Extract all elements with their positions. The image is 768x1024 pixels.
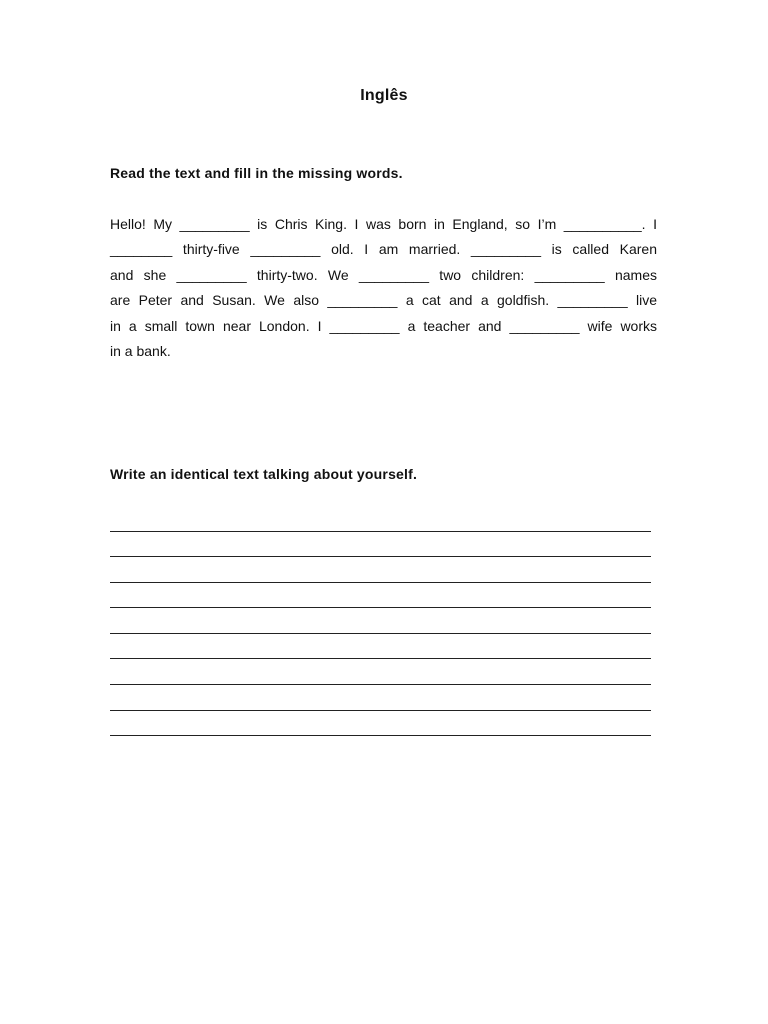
exercise-1-instruction: Read the text and fill in the missing words. [110, 165, 403, 181]
answer-line[interactable] [110, 608, 651, 634]
answer-line[interactable] [110, 711, 651, 737]
answer-line[interactable] [110, 517, 651, 532]
page-title: Inglês [360, 87, 408, 104]
answer-line[interactable] [110, 659, 651, 685]
fill-in-passage [110, 212, 657, 364]
passage-line: are Peter and Susan. We also _________ a cat and a goldfish. _________ live [110, 292, 657, 309]
answer-line[interactable] [110, 634, 651, 660]
answer-line[interactable] [110, 532, 651, 558]
passage-line: in a bank. [110, 342, 171, 359]
answer-lines [110, 517, 651, 736]
answer-line[interactable] [110, 685, 651, 711]
passage-line: in a small town near London. I _________ a teacher and _________ wife works [110, 317, 657, 334]
passage-line: and she _________ thirty-two. We _________ two children: _________ names [110, 266, 657, 283]
answer-line[interactable] [110, 557, 651, 583]
answer-line[interactable] [110, 583, 651, 609]
passage-line: Hello! My _________ is Chris King. I was born in England, so I’m __________. I [110, 216, 657, 232]
passage-line: ________ thirty-five _________ old. I am married. _________ is called Karen [110, 241, 657, 258]
exercise-2-instruction: Write an identical text talking about yourself. [110, 466, 418, 482]
